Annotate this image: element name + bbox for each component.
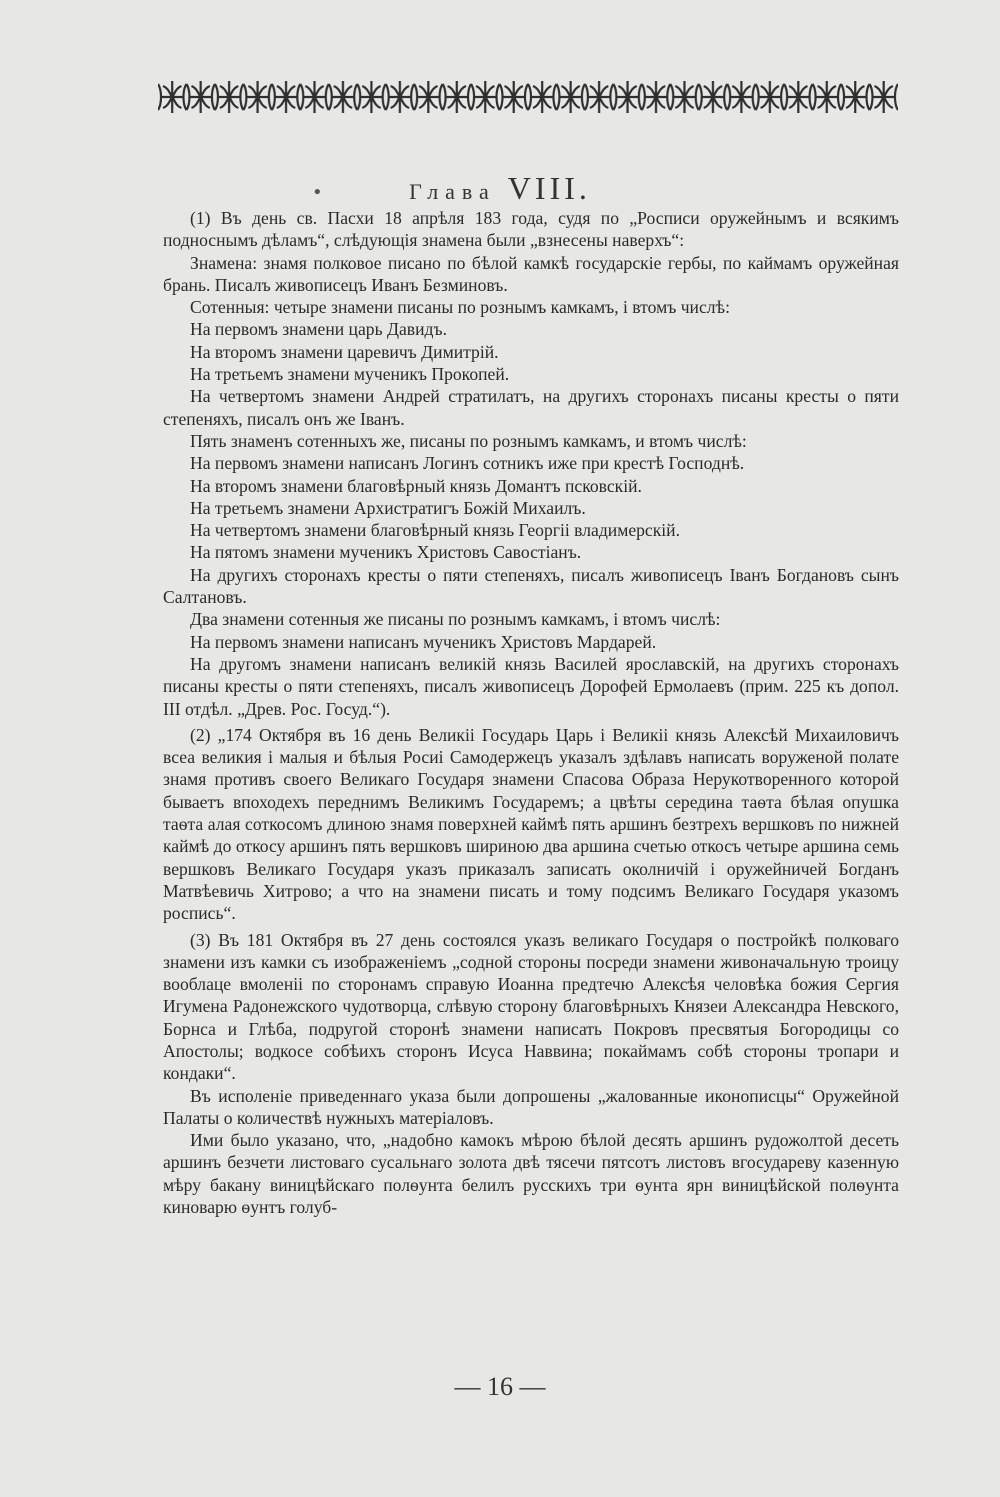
paragraph: Ими было указано, что, „надобно камокъ мѣрою бѣлой десять аршинъ рудожолтой десеть аршинъ безчети листоваго сусальнаго золота двѣ тясечи пятсотъ листовъ вгосудареву казенную мѣру бакану виницѣйскаго полѳунта белилъ русскихъ три ѳунта ярн виницѣйской полѳунта киноварю ѳунтъ голуб- (163, 1130, 899, 1218)
chapter-word: Глава (409, 179, 496, 204)
paragraph: На пятомъ знамени мученикъ Христовъ Савостіанъ. (190, 542, 582, 563)
stray-dot-mark: • (312, 182, 323, 203)
paragraph: Знамена: знамя полковое писано по бѣлой камкѣ государскіе гербы, по каймамъ оружейная брань. Писалъ живописецъ Иванъ Безминовъ. (163, 252, 899, 295)
paragraph: На другихъ сторонахъ кресты о пяти степеняхъ, писалъ живописецъ Іванъ Богдановъ сынъ Салтановъ. (163, 564, 899, 608)
paragraph: На четвертомъ знамени Андрей стратилатъ, на другихъ сторонахъ писаны кресты о пяти степеняхъ, писалъ онъ же Іванъ. (163, 386, 899, 429)
paragraph: На четвертомъ знамени благовѣрный князь Георгіі владимерскій. (190, 520, 680, 541)
paragraph: На третьемъ знамени мученикъ Прокопей. (190, 364, 510, 385)
paragraph: На второмъ знамени царевичъ Димитрій. (190, 341, 499, 362)
paragraph: Два знамени сотенныя же писаны по рознымъ камкамъ, і втомъ числѣ: (190, 609, 721, 630)
paragraph: (1) Въ день св. Пасхи 18 апрѣля 183 года, судя по „Росписи оружейнымъ и всякимъ подноснымъ дѣламъ“, слѣдующія знамена были „взнесены наверхъ“: (163, 208, 899, 251)
body-text (163, 207, 899, 1218)
paragraph: (3) Въ 181 Октября въ 27 день состоялся указъ великаго Государя о постройкѣ полковаго знамени изъ камки съ изображеніемъ „содной стороны посреди знамени живоначальную троицу вооблаце вмоленіі по сторонамъ справую Иоанна предтечю Алексѣя человѣка божия Сергия Игумена Радонежского чудотворца, слѣвую сторону благовѣрныхъ Князеи Александра Невского, Борнса и Глѣба, подругой сторонѣ знамени написать Покровъ пресвятыя Богородицы со Апостолы; водкосе собѣихъ сторонъ Исуса Наввина; покаймамъ собѣ стороны тропари и кондаки“. (163, 929, 899, 1084)
chapter-heading (0, 170, 1000, 207)
chapter-number: VIII. (507, 170, 591, 206)
paragraph: Сотенныя: четыре знамени писаны по рознымъ камкамъ, і втомъ числѣ: (190, 297, 731, 318)
paragraph: На первомъ знамени написанъ мученикъ Христовъ Мардарей. (190, 631, 657, 652)
paragraph: На первомъ знамени написанъ Логинъ сотникъ иже при крестѣ Господнѣ. (190, 453, 745, 474)
paragraph: Въ исполеніе приведеннаго указа были допрошены „жалованные иконописцы“ Оружейной Палаты о количествѣ нужныхъ матеріаловъ. (163, 1085, 899, 1128)
page-number: — 16 — (454, 1372, 546, 1401)
paragraph: На другомъ знамени написанъ великій князь Василей ярославскій, на другихъ сторонахъ писаны кресты о пяти степеняхъ, писалъ живописецъ Дорофей Ермолаевъ (прим. 225 къ допол. III отдѣл. „Древ. Рос. Госуд.“). (163, 653, 899, 719)
paragraph: На третьемъ знамени Архистратигъ Божій Михаилъ. (190, 497, 586, 518)
paragraph: На второмъ знамени благовѣрный князь Домантъ псковскій. (190, 475, 642, 496)
paragraph: Пять знаменъ сотенныхъ же, писаны по рознымъ камкамъ, и втомъ числѣ: (190, 430, 747, 451)
paragraph: (2) „174 Октября въ 16 день Великіі Государь Царь і Великіі князь Алексѣй Михаиловичъ всеа великия і малыя и бѣлыя Росиі Самодержецъ указалъ здѣлавъ написать воруженой полате знамя противъ своего Великаго Государя знамени Спасова Образа Нерукотворенного которой бываетъ впоходехъ переднимъ Великимъ Государемъ; а цвѣты середина таѳта бѣлая опушка таѳта алая соткосомъ длиною знамя поверхней каймѣ пять аршинъ безтрехъ вершковъ по нижней каймѣ до откосу аршинъ пять вершковъ шириною два аршина счетью откосъ четыре аршина семь вершковъ Великаго Государя указъ приказалъ записать околничій і оружейничей Богданъ Матвѣевичь Хитрово; а что на знамени писать и тому подсимъ Великаго Государя указомъ роспись“. (163, 724, 899, 924)
paragraph: На первомъ знамени царь Давидъ. (190, 319, 447, 340)
decorative-header-ornament (158, 78, 898, 116)
